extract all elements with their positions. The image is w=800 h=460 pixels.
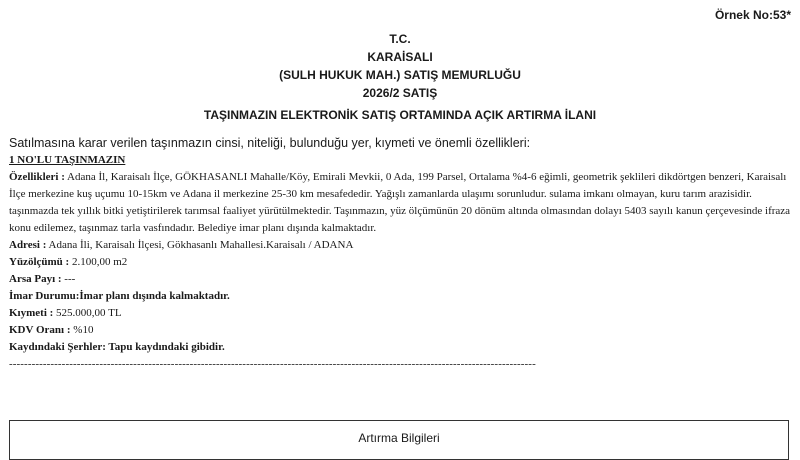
header-office: (SULH HUKUK MAH.) SATIŞ MEMURLUĞU	[279, 68, 521, 82]
auction-info-box	[9, 420, 789, 460]
notice-title: TAŞINMAZIN ELEKTRONİK SATIŞ ORTAMINDA AÇIK ARTIRMA İLANI	[203, 108, 597, 122]
property-section-title: 1 NO'LU TAŞINMAZIN	[9, 154, 126, 166]
area-label: Yüzölçümü :	[9, 256, 70, 268]
header-district: KARAİSALI	[367, 50, 433, 64]
value-label: Kıymeti :	[9, 307, 54, 319]
share-row	[9, 271, 791, 288]
auction-info-title: Artırma Bilgileri	[358, 431, 440, 445]
header-tc: T.C.	[389, 32, 411, 46]
area-row	[9, 254, 791, 271]
document-header	[0, 30, 800, 102]
vat-label: KDV Oranı :	[9, 324, 71, 336]
separator-line: --------------------------------------------------------------------------------------------------------------------------------------------	[9, 358, 536, 370]
notes-row: Kaydındaki Şerhler: Tapu kaydındaki gibidir.	[9, 341, 225, 353]
property-details	[9, 152, 791, 373]
address-row	[9, 237, 791, 254]
sample-number: Örnek No:53*	[714, 8, 791, 22]
vat-row	[9, 322, 791, 339]
header-file-no: 2026/2 SATIŞ	[362, 86, 438, 100]
area-text: 2.100,00 m2	[69, 256, 128, 268]
zoning-row: İmar Durumu:İmar planı dışında kalmaktadır.	[9, 290, 230, 302]
features-row	[9, 169, 791, 237]
intro-text: Satılmasına karar verilen taşınmazın cinsi, niteliği, bulunduğu yer, kıymeti ve önemli özellikleri:	[9, 136, 531, 150]
share-label: Arsa Payı :	[9, 273, 62, 285]
address-label: Adresi :	[9, 239, 47, 251]
vat-text: %10	[70, 324, 94, 336]
value-text: 525.000,00 TL	[53, 307, 122, 319]
value-row	[9, 305, 791, 322]
share-text: ---	[61, 273, 76, 285]
features-text: Adana İl, Karaisalı İlçe, GÖKHASANLI Mahalle/Köy, Emirali Mevkii, 0 Ada, 199 Parsel, Ortalama %4-6 eğimli, geometrik şeklileri dikdörtgen benzeri, Karaisalı İlçe merkezine kuş uçumu 10-15km ve Adana il merkezine 25-30 km mesafededir. Yağışlı zamanlarda ulaşımı sorunludur. sulama imkanı olmayan, kuru tarım arazisidir. taşınmazda tek yıllık bitki yetiştirilerek tarımsal faaliyet yürütülmektedir. Taşınmazın, yüz ölçümünün 20 dönüm altında olmasından dolayı 5403 sayılı kanun çerçevesinde ifraza konu edilemez, taşınmaz tarla vasfındadır. Belediye imar planı dışında kalmaktadır.	[9, 171, 791, 234]
address-text: Adana İli, Karaisalı İlçesi, Gökhasanlı Mahallesi.Karaisalı / ADANA	[46, 239, 354, 251]
features-label: Özellikleri :	[9, 171, 65, 183]
